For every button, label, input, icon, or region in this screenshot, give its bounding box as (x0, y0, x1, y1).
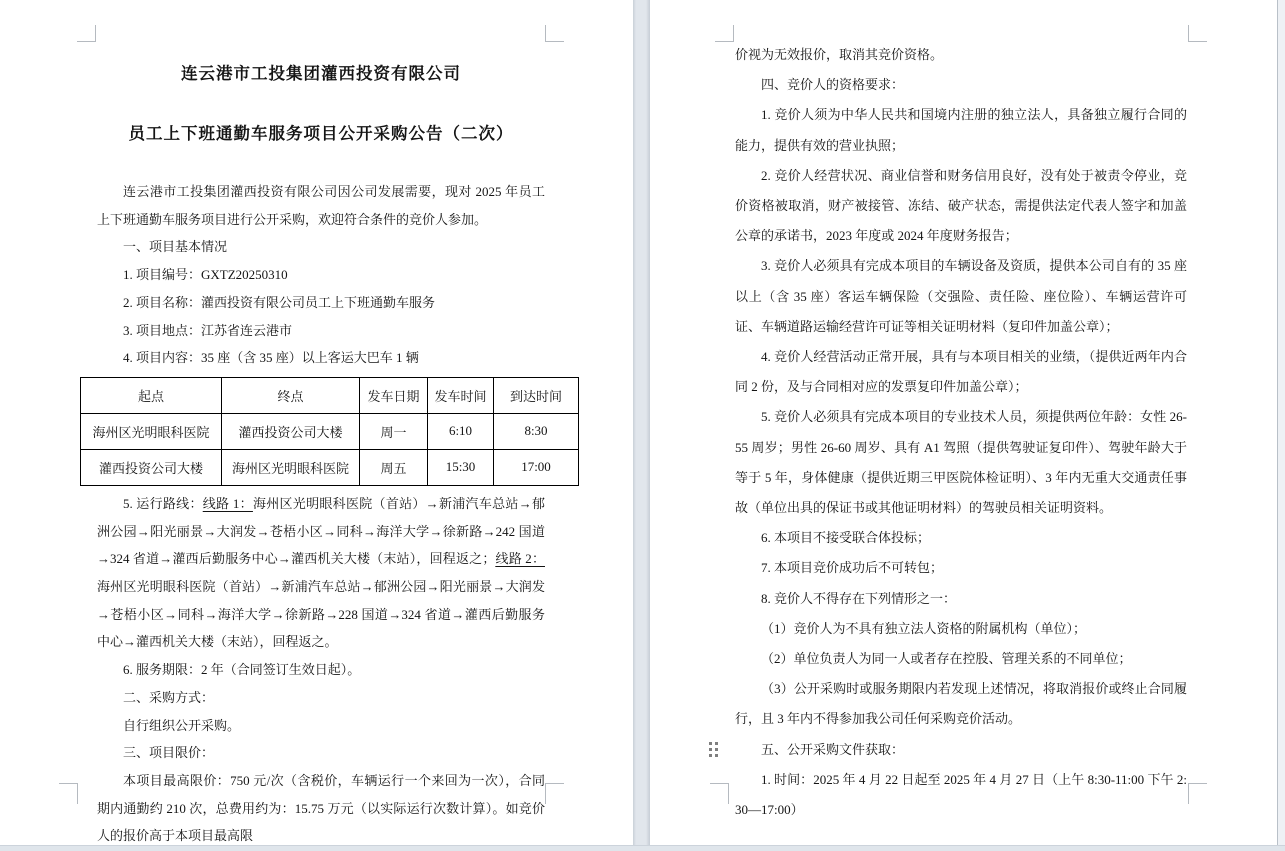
text-run: 1. 时间：2025 年 4 月 22 日起至 2025 年 4 月 27 日（上午 8:30-11:00 下午 2:30—17:00） (735, 771, 1187, 818)
paragraph (735, 70, 1187, 100)
table-header-cell: 终点 (222, 377, 360, 413)
table-cell: 海州区光明眼科医院 (81, 413, 222, 449)
text-run: 6. 服务期限：2 年（合同签订生效日起）。 (123, 662, 361, 678)
table-cell: 17:00 (494, 449, 579, 485)
underlined-text: 线路 1： (202, 495, 253, 511)
paragraph (97, 656, 545, 684)
paragraph (97, 289, 545, 317)
text-run: 3. 项目地点：江苏省连云港市 (123, 322, 293, 338)
paragraph (735, 674, 1187, 734)
page-2 (650, 0, 1278, 845)
table-cell: 8:30 (494, 413, 579, 449)
page-1 (0, 0, 633, 845)
paragraph (97, 767, 545, 850)
table-cell: 周五 (360, 449, 428, 485)
paragraph (735, 402, 1187, 523)
text-run: 6. 本项目不接受联合体投标； (761, 530, 931, 546)
table-header-cell: 到达时间 (494, 377, 579, 413)
text-run: 海州区光明眼科医院（首站）→新浦汽车总站→郁洲公园→阳光丽景→大润发→苍梧小区→同科→海洋大学→徐新路→228 国道→324 省道→灌西后勤服务中心→灌西机关大楼（末站），回程返之。 (97, 579, 545, 650)
page-gutter (633, 0, 650, 845)
text-run: 7. 本项目竞价成功后不可转包； (761, 560, 944, 576)
document-title-company: 连云港市工投集团灌西投资有限公司 (181, 64, 461, 83)
table-header-cell: 发车时间 (428, 377, 494, 413)
text-run: 连云港市工投集团灌西投资有限公司因公司发展需要，现对 2025 年员工上下班通勤车服务项目进行公开采购，欢迎符合条件的竞价人参加。 (97, 184, 545, 227)
text-run: （3）公开采购时或服务期限内若发现上述情况，将取消报价或终止合同履行，且 3 年内不得参加我公司任何采购竞价活动。 (735, 681, 1187, 727)
crop-mark-icon (1188, 783, 1207, 804)
table-cell: 6:10 (428, 413, 494, 449)
crop-mark-icon (545, 25, 564, 42)
text-run: （1）竞价人为不具有独立法人资格的附属机构（单位）； (761, 620, 1087, 636)
crop-mark-icon (710, 783, 729, 804)
paragraph (735, 40, 1187, 70)
table-cell: 灌西投资公司大楼 (81, 449, 222, 485)
text-run: 8. 竞价人不得存在下列情形之一： (761, 590, 957, 606)
text-run: 二、采购方式： (123, 689, 215, 705)
text-run: 自行组织公开采购。 (123, 717, 241, 733)
text-run: 价视为无效报价，取消其竞价资格。 (735, 47, 944, 62)
paragraph (735, 644, 1187, 674)
paragraph (735, 614, 1187, 644)
text-run: 海州区光明眼科医院（首站）→新浦汽车总站→郁洲公园→阳光丽景→大润发→苍梧小区→同科→海洋大学→徐新路→242 国道→324 省道→灌西后勤服务中心→灌西机关大楼（末站），回程返之； (97, 495, 545, 567)
text-run: 3. 竞价人必须具有完成本项目的车辆设备及资质，提供本公司自有的 35 座以上（含 35 座）客运车辆保险（交强险、责任险、座位险）、车辆运营许可证、车辆道路运输经营许可证等相关证明材料（复印件加盖公章）； (735, 258, 1187, 334)
table-cell: 海州区光明眼科医院 (222, 449, 360, 485)
text-run: 本项目最高限价：750 元/次（含税价，车辆运行一个来回为一次），合同期内通勤约 210 次，总费用约为：15.75 万元（以实际运行次数计算）。如竞价人的报价高于本项目最高限 (97, 772, 545, 844)
text-run: 五、公开采购文件获取： (761, 741, 905, 757)
crop-mark-icon (77, 25, 96, 42)
text-run: （2）单位负责人为同一人或者存在控股、管理关系的不同单位； (761, 651, 1132, 667)
text-run: 三、项目限价： (123, 745, 215, 761)
right-edge-strip (1278, 0, 1285, 845)
table-cell: 15:30 (428, 449, 494, 485)
page-1-body (97, 146, 545, 372)
text-run: 一、项目基本情况 (123, 239, 228, 255)
paragraph (735, 251, 1187, 342)
paragraph (97, 684, 545, 712)
table-header-row (81, 377, 579, 413)
schedule-table (80, 377, 579, 486)
page-1-body-after-table (97, 490, 545, 850)
table-row (81, 449, 579, 485)
text-run: 四、竞价人的资格要求： (761, 77, 905, 93)
paragraph (97, 178, 545, 233)
table-header-cell: 起点 (81, 377, 222, 413)
paragraph (97, 344, 545, 372)
paragraph (735, 765, 1187, 825)
paragraph (97, 261, 545, 289)
paragraph (97, 233, 545, 261)
drag-handle-dots-icon[interactable] (707, 741, 720, 758)
bottom-background-strip (0, 845, 1285, 851)
table-row (81, 413, 579, 449)
text-run: 5. 运行路线： (123, 495, 203, 511)
crop-mark-icon (715, 25, 734, 42)
paragraph (97, 712, 545, 740)
crop-mark-icon (1188, 25, 1207, 42)
paragraph (735, 161, 1187, 252)
paragraph (735, 553, 1187, 583)
page-2-body (735, 40, 1187, 825)
underlined-text: 线路 2： (495, 551, 545, 567)
crop-mark-icon (59, 783, 78, 804)
table-cell: 灌西投资公司大楼 (222, 413, 360, 449)
paragraph (735, 584, 1187, 614)
text-run: 2. 项目名称：灌西投资有限公司员工上下班通勤车服务 (123, 294, 436, 310)
paragraph (735, 735, 1187, 765)
paragraph (97, 490, 545, 656)
paragraph (97, 739, 545, 767)
text-run: 4. 竞价人经营活动正常开展，具有与本项目相关的业绩，（提供近两年内合同 2 份，及与合同相对应的发票复印件加盖公章）； (735, 349, 1187, 395)
paragraph (97, 317, 545, 345)
text-run: 1. 项目编号：GXTZ20250310 (123, 267, 288, 283)
table-header-cell: 发车日期 (360, 377, 428, 413)
text-run: 4. 项目内容：35 座（含 35 座）以上客运大巴车 1 辆 (123, 350, 419, 366)
text-run: 5. 竞价人必须具有完成本项目的专业技术人员，须提供两位年龄：女性 26-55 周岁；男性 26-60 周岁、具有 A1 驾照（提供驾驶证复印件）、驾驶年龄大于等于 5 年，身体健康（提供近期三甲医院体检证明）、3 年内无重大交通责任事故（单位出具的保证书或其他证明材料）的驾驶员相关证明资料。 (735, 409, 1187, 516)
paragraph (735, 342, 1187, 402)
paragraph (735, 523, 1187, 553)
text-run: 2. 竞价人经营状况、商业信誉和财务信用良好，没有处于被责令停业，竞价资格被取消，财产被接管、冻结、破产状态，需提供法定代表人签字和加盖公章的承诺书，2023 年度或 2024 年度财务报告； (735, 167, 1187, 244)
crop-mark-icon (545, 783, 564, 804)
table-cell: 周一 (360, 413, 428, 449)
text-run: 1. 竞价人须为中华人民共和国境内注册的独立法人，具备独立履行合同的能力，提供有效的营业执照； (735, 107, 1187, 153)
paragraph (735, 100, 1187, 160)
document-title-announcement: 员工上下班通勤车服务项目公开采购公告（二次） (128, 124, 514, 143)
